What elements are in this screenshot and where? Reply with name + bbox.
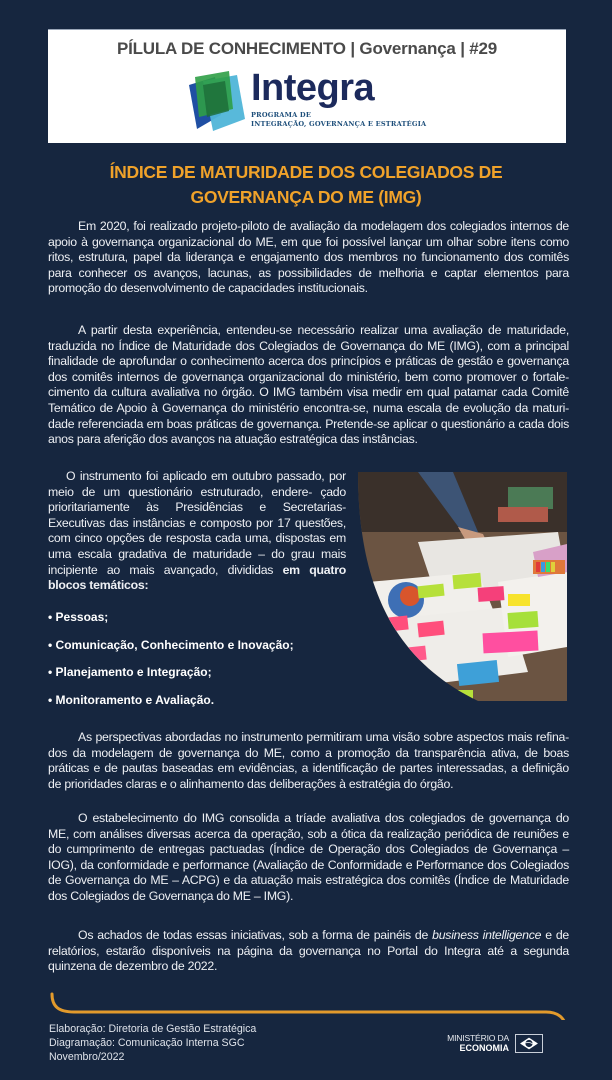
logo-subtitle-line1: PROGRAMA DE — [251, 111, 312, 119]
logo-subtitle — [251, 111, 426, 129]
header-card — [48, 29, 566, 143]
paragraph-5 — [48, 811, 569, 905]
credit-layout: Diagramação: Comunicação Interna SGC — [49, 1037, 245, 1049]
paragraph-2 — [48, 323, 569, 448]
paragraph-5-text: O estabelecimento do IMG consolida a tríade avaliativa dos colegiados de governança do ME, com análises diversas acerca da operação, sob a ótica da realização periódica de reuniões e do cumprimento de entregas pactuadas (Índice de Operação dos Colegiados de Governança – IOG), da conformidade e performance (Avaliação de Conformidade e Performance dos Colegiados de Governança do ME – ACPG) e da atuação mais estratégica dos comitês (Índice de Maturidade dos Colegiados de Governança do ME – IMG). — [48, 811, 569, 903]
article-title — [40, 160, 572, 210]
paragraph-2-text: A partir desta experiência, entendeu-se necessário realizar uma avaliação de maturidade, traduzida no Índice de Maturidade dos Colegiados de Governança do ME (IMG), com a principal finalidade de aprofundar o conhecimento acerca dos princípios e práticas de gestão e governança dos comitês internos de governança organizacional do ministério, bem como promover o fortale- cimento da cultura avaliativa no órgão. O IMG também visa medir em qual patamar cada Comitê Temático de Apoio à Governança do ministério encontra-se, numa escala de evolução da maturi- dade referenciada em boas práticas de governança. Pretende-se aplicar o questionário a cada dois anos para aferição dos avanços na atuação estratégica das instâncias. — [48, 323, 569, 447]
paragraph-6-italic: business intelligence — [432, 928, 542, 942]
logo-wordmark: Integra — [251, 67, 375, 109]
thematic-blocks-list — [48, 609, 348, 719]
paragraph-6-tail: e de relatórios, estarão disponíveis na página da governança no Portal do Integra até a segunda quinzena de dezembro de 2022. — [48, 928, 569, 974]
ministry-line1: MINISTÉRIO DA — [447, 1033, 509, 1043]
paragraph-1 — [48, 219, 569, 297]
footer-divider — [40, 990, 580, 1020]
credit-elaboration: Elaboração: Diretoria de Gestão Estratégica — [49, 1023, 257, 1035]
paragraph-6-text: Os achados de todas essas iniciativas, sob a forma de painéis de — [78, 928, 429, 942]
article-title-line1: ÍNDICE DE MATURIDADE DOS COLEGIADOS DE — [109, 162, 503, 182]
paragraph-4-text: As perspectivas abordadas no instrumento permitiram uma visão sobre aspectos mais refina- dos da modelagem de governança do ME, como a promoção da transparência ativa, de boas práticas e de pautas baseadas em evidências, a identificação de partes interessadas, a definição de prioridades claras e o alinhamento das deliberações à estratégia do órgão. — [48, 730, 569, 791]
paragraph-4 — [48, 730, 569, 792]
integra-logo-icon — [185, 71, 247, 133]
photo-illustration — [358, 472, 567, 701]
paragraph-3-bold-tail: em quatro blocos temáticos: — [48, 562, 346, 593]
credits — [49, 1022, 256, 1064]
credit-date: Novembro/2022 — [49, 1051, 125, 1063]
integra-logo — [185, 67, 445, 137]
article-title-line2: GOVERNANÇA DO ME (IMG) — [190, 187, 422, 207]
paragraph-1-text: Em 2020, foi realizado projeto-piloto de avaliação da modelagem dos colegiados internos de apoio à governança organizacional do ME, em que foi possível lançar um olhar sobre itens como ritos, estrutura, papel da liderança e engajamento dos membros no funcionamento dos comitês para conhecer os avanços, lacunas, as possibilidades de melhoria e captar elementos para promoção do desenvolvimento de capacidades institucionais. — [48, 219, 569, 296]
series-title: PÍLULA DE CONHECIMENTO | Governança | #29 — [116, 39, 498, 58]
paragraph-3-text: O instrumento foi aplicado em outubro passado, por meio de um questionário estruturado, endere- çado prioritariamente às Presidências e Secretarias- Executivas das instâncias e composto por 17 questões, com cinco opções de resposta cada uma, dispostas em uma escala gradativa de maturidade – do grau mais incipiente ao mais avançado, divididas — [48, 469, 346, 577]
brazil-flag-icon — [515, 1034, 543, 1053]
ministry-logo — [432, 1033, 547, 1057]
workshop-photo — [358, 472, 567, 701]
paragraph-3 — [48, 469, 346, 594]
logo-subtitle-line2: INTEGRAÇÃO, GOVERNANÇA E ESTRATÉGIA — [251, 120, 427, 128]
paragraph-6 — [48, 928, 569, 975]
list-item: • Comunicação, Conhecimento e Inovação; — [48, 637, 348, 665]
ministry-line2: ECONOMIA — [459, 1043, 509, 1053]
list-item: • Monitoramento e Avaliação. — [48, 692, 348, 720]
list-item: • Pessoas; — [48, 609, 348, 637]
list-item: • Planejamento e Integração; — [48, 664, 348, 692]
